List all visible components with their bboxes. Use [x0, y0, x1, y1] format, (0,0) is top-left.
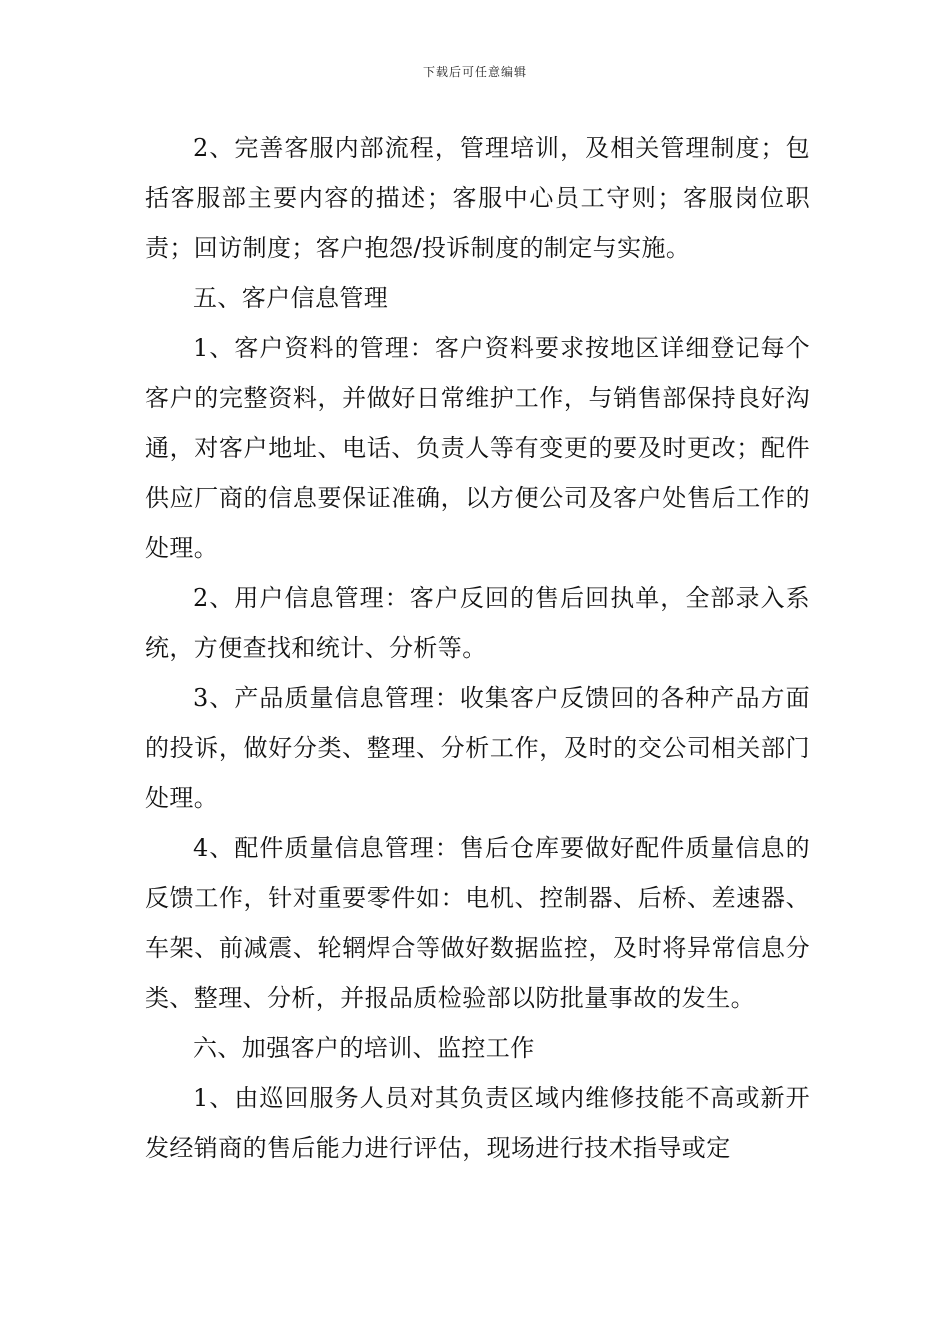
section-heading-training: 六、加强客户的培训、监控工作: [193, 1034, 535, 1062]
document-body: [145, 123, 810, 1173]
paragraph-user-info: 2、用户信息管理：客户反回的售后回执单，全部录入系统，方便查找和统计、分析等。: [145, 584, 810, 662]
paragraph-training-evaluation: 1、由巡回服务人员对其负责区域内维修技能不高或新开发经销商的售后能力进行评估，现场进行技术指导或定: [145, 1084, 810, 1162]
paragraph-parts-quality: 4、配件质量信息管理：售后仓库要做好配件质量信息的反馈工作，针对重要零件如：电机、控制器、后桥、差速器、车架、前减震、轮辋焊合等做好数据监控，及时将异常信息分类、整理、分析，并报品质检验部以防批量事故的发生。: [145, 834, 810, 1012]
page-header: 下载后可任意编辑: [422, 65, 527, 79]
paragraph-customer-service-process: 2、完善客服内部流程，管理培训，及相关管理制度；包括客服部主要内容的描述；客服中心员工守则；客服岗位职责；回访制度；客户抱怨/投诉制度的制定与实施。: [145, 134, 810, 262]
paragraph-product-quality: 3、产品质量信息管理：收集客户反馈回的各种产品方面的投诉，做好分类、整理、分析工作，及时的交公司相关部门处理。: [145, 684, 810, 812]
paragraph-customer-data: 1、客户资料的管理：客户资料要求按地区详细登记每个客户的完整资料，并做好日常维护工作，与销售部保持良好沟通，对客户地址、电话、负责人等有变更的要及时更改；配件供应厂商的信息要保证准确，以方便公司及客户处售后工作的处理。: [145, 334, 810, 562]
section-heading-customer-info: 五、客户信息管理: [193, 284, 389, 312]
